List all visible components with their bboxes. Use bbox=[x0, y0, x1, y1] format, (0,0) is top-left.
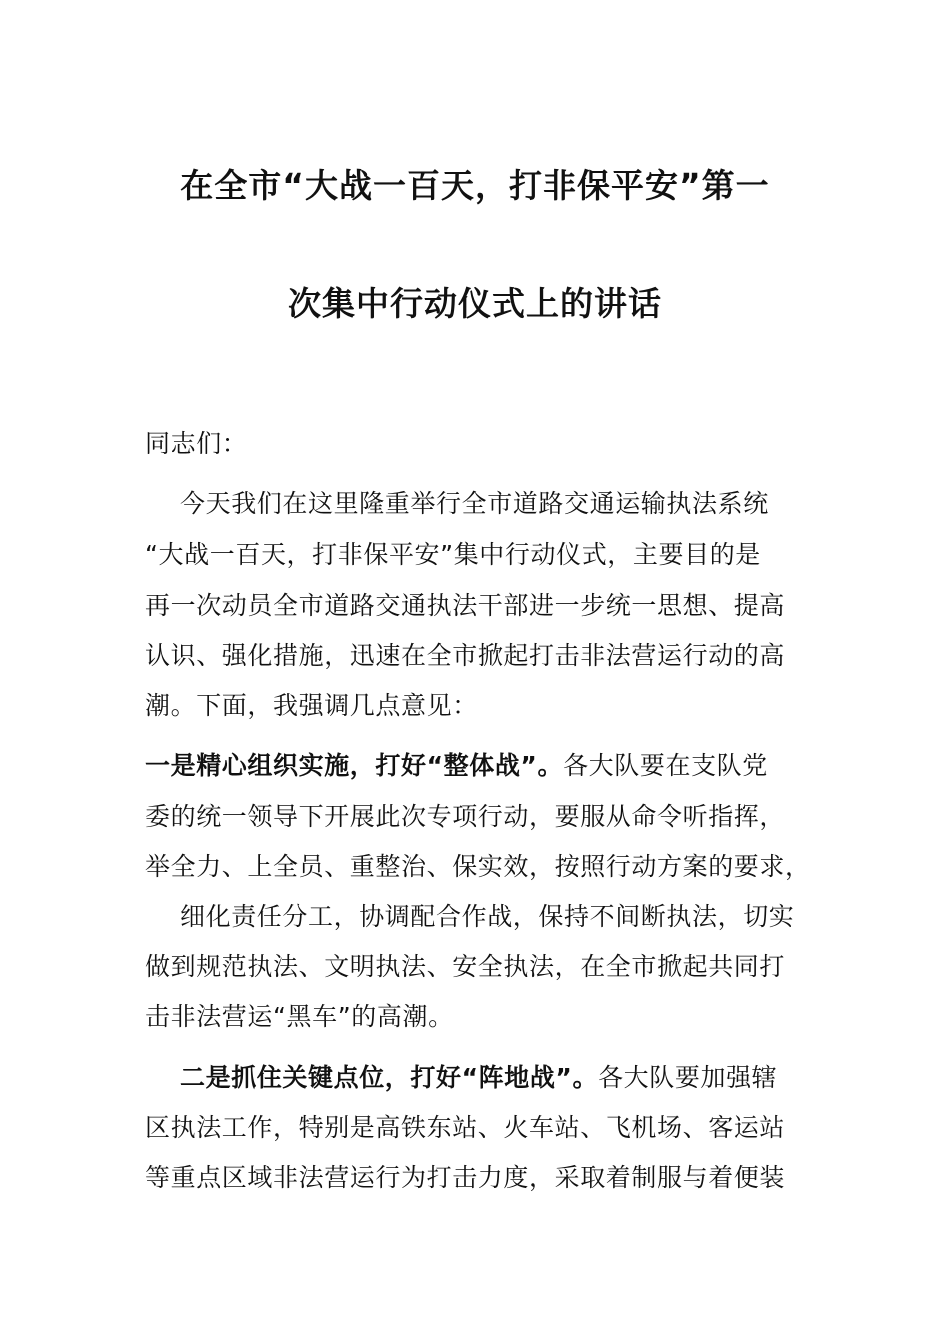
salutation: 同志们： bbox=[145, 429, 248, 458]
title-line-1: 在全市“大战一百天，打非保平安”第一 bbox=[180, 166, 770, 205]
point1-line: 击非法营运“黑车”的高潮。 bbox=[145, 1002, 454, 1031]
point1-line: 做到规范执法、文明执法、安全执法，在全市掀起共同打 bbox=[145, 952, 786, 981]
intro-line: 今天我们在这里隆重举行全市道路交通运输执法系统 bbox=[180, 489, 769, 518]
intro-line: “大战一百天，打非保平安”集中行动仪式，主要目的是 bbox=[145, 540, 761, 569]
point1-line: 举全力、上全员、重整治、保实效，按照行动方案的要求， bbox=[145, 852, 811, 881]
point1-first-line bbox=[145, 746, 768, 782]
point2-line: 等重点区域非法营运行为打击力度，采取着制服与着便装 bbox=[145, 1163, 786, 1192]
point2-first-line-text: 各大队要加强辖 bbox=[598, 1063, 778, 1092]
intro-line: 潮。下面，我强调几点意见： bbox=[145, 691, 478, 720]
intro-line: 认识、强化措施，迅速在全市掀起打击非法营运行动的高 bbox=[145, 641, 786, 670]
point1-first-line-text: 各大队要在支队党 bbox=[563, 751, 768, 780]
point1-line: 委的统一领导下开展此次专项行动，要服从命令听指挥， bbox=[145, 802, 786, 831]
point2-first-line bbox=[180, 1058, 777, 1094]
point2-line: 区执法工作，特别是高铁东站、火车站、飞机场、客运站 bbox=[145, 1113, 786, 1142]
intro-line: 再一次动员全市道路交通执法干部进一步统一思想、提高 bbox=[145, 591, 786, 620]
point1-heading: 一是精心组织实施，打好“整体战”。 bbox=[145, 751, 564, 780]
point2-heading: 二是抓住关键点位，打好“阵地战”。 bbox=[180, 1063, 599, 1092]
title-line-2: 次集中行动仪式上的讲话 bbox=[288, 284, 662, 323]
point1-line: 细化责任分工，协调配合作战，保持不间断执法，切实 bbox=[180, 902, 795, 931]
